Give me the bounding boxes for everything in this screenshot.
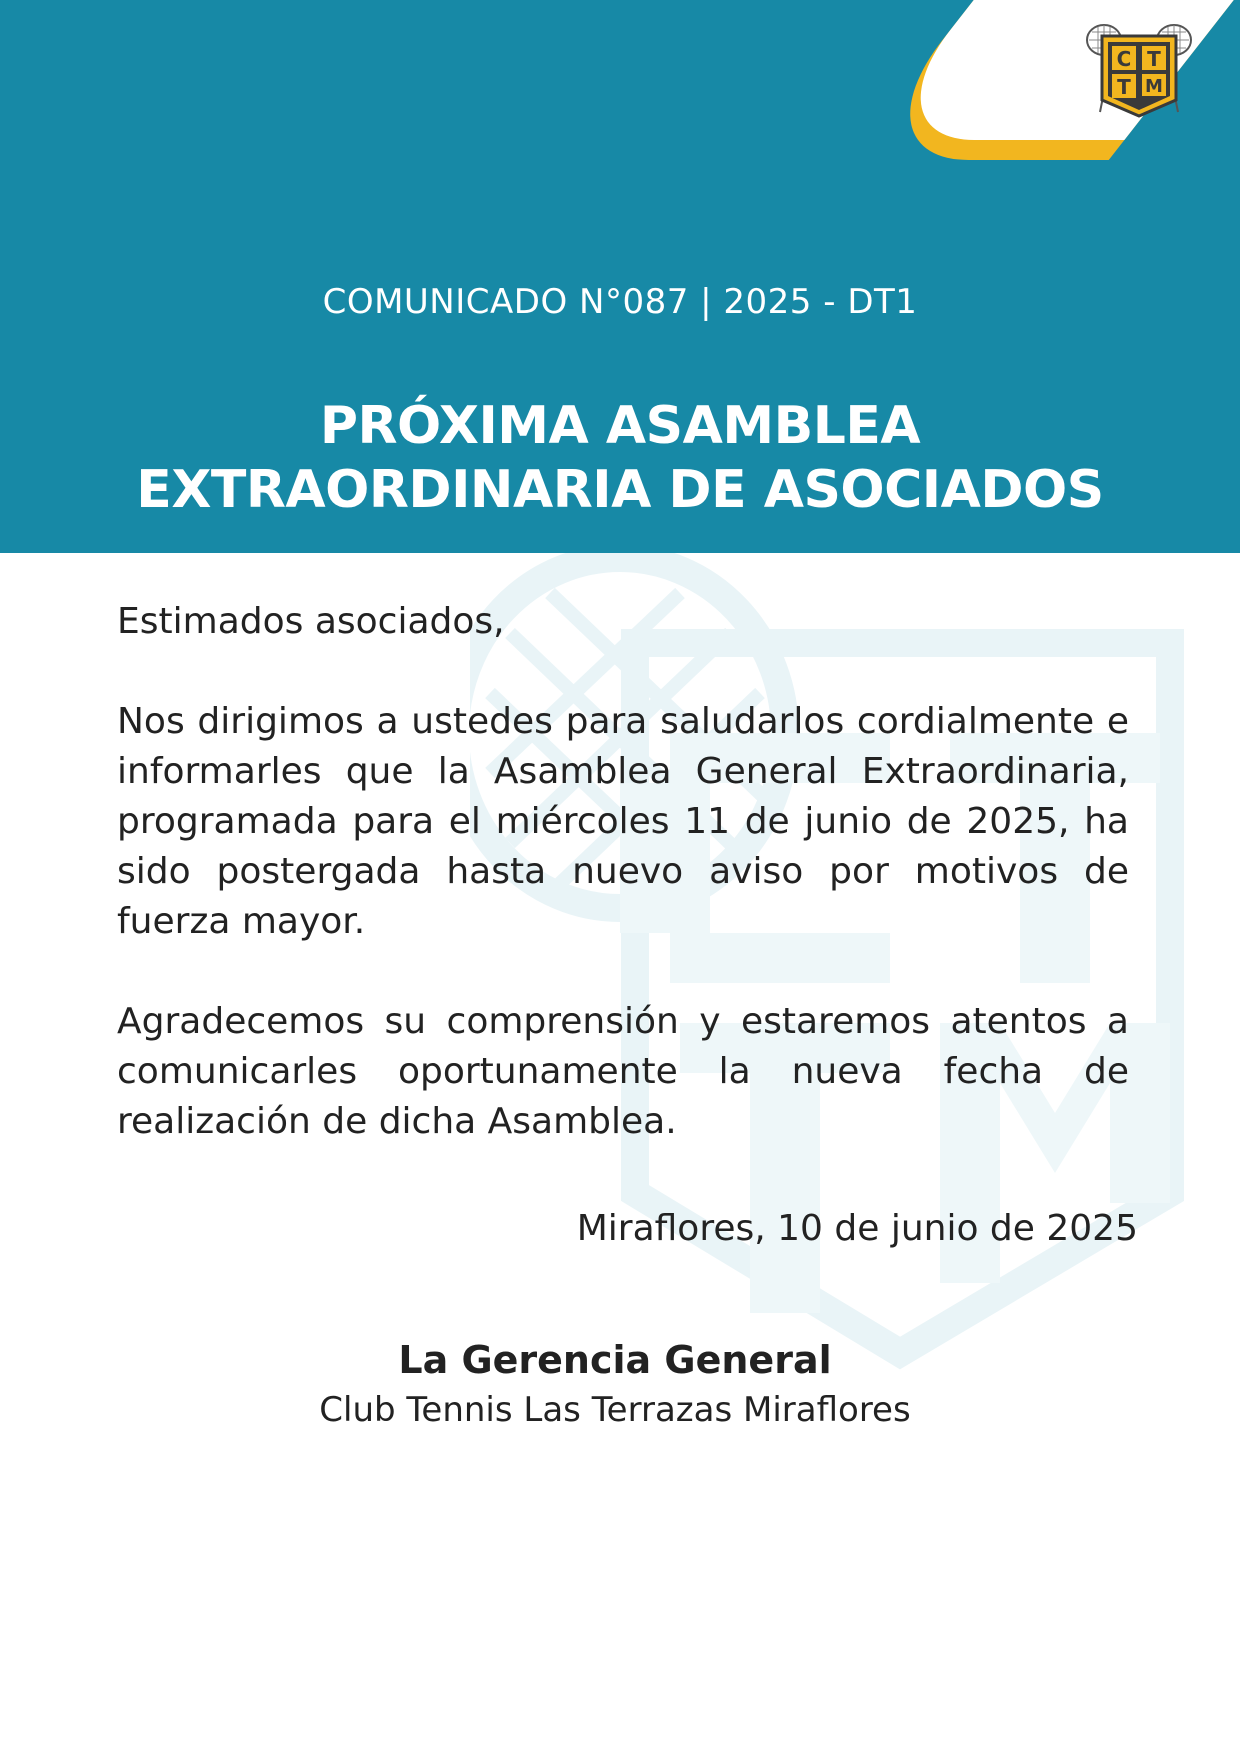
crest-letter-m: M [1145, 76, 1163, 97]
signature-club: Club Tennis Las Terrazas Miraflores [319, 1390, 911, 1430]
crest-letter-t1: T [1147, 47, 1161, 71]
club-crest-icon [1082, 20, 1196, 124]
title-line-2: EXTRAORDINARIA DE ASOCIADOS [136, 460, 1104, 520]
crest-letter-c: C [1116, 47, 1132, 71]
communique-number: COMUNICADO N°087 | 2025 - DT1 [322, 282, 918, 322]
paragraph-thanks: Agradecemos su comprensión y estaremos atentos a comunicarles oportunamente la nueva fecha de realización de dicha Asamblea. [117, 1001, 1129, 1142]
header-banner [0, 0, 1240, 553]
letter-body [117, 597, 1129, 1147]
page-title [0, 394, 1240, 522]
title-line-1: PRÓXIMA ASAMBLEA [319, 396, 921, 456]
greeting: Estimados asociados, [117, 601, 505, 642]
place-date: Miraflores, 10 de junio de 2025 [576, 1208, 1138, 1249]
paragraph-postponement: Nos dirigimos a ustedes para saludarlos cordialmente e informarles que la Asamblea General Extraordinaria, programada para el miércoles 11 de junio de 2025, ha sido postergada hasta nuevo aviso por motivos de fuerza mayor. [117, 701, 1129, 942]
signature-name: La Gerencia General [398, 1338, 832, 1382]
crest-letter-t2: T [1117, 75, 1131, 99]
